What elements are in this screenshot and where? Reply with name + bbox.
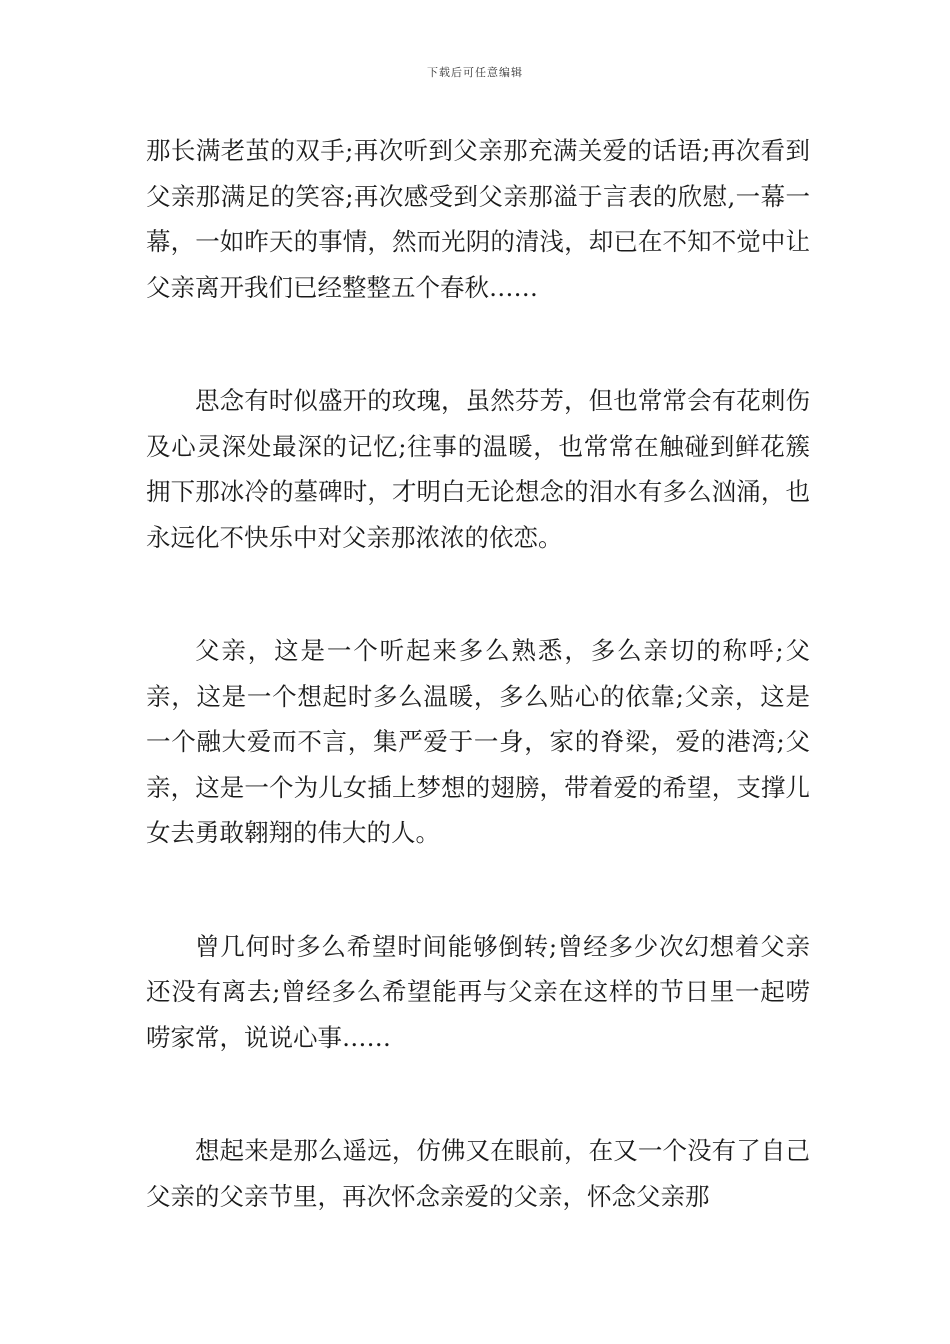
paragraph-spacer: [146, 856, 810, 924]
paragraph-continued: 那长满老茧的双手;再次听到父亲那充满关爱的话语;再次看到父亲那满足的笑容;再次感受到父亲那溢于言表的欣慰,一幕一幕，一如昨天的事情，然而光阴的清浅，却已在不知不觉中让父亲离开我们已经整整五个春秋……: [146, 136, 810, 302]
paragraph-spacer: [146, 310, 810, 378]
paragraph: 曾几何时多么希望时间能够倒转;曾经多少次幻想着父亲还没有离去;曾经多么希望能再与父亲在这样的节日里一起唠唠家常，说说心事……: [146, 931, 810, 1052]
paragraph-spacer: [146, 1060, 810, 1128]
paragraph: 想起来是那么遥远，仿佛又在眼前，在又一个没有了自己父亲的父亲节里，再次怀念亲爱的父亲，怀念父亲那: [146, 1136, 810, 1211]
document-body: [146, 128, 810, 1219]
paragraph: 思念有时似盛开的玫瑰，虽然芬芳，但也常常会有花刺伤及心灵深处最深的记忆;往事的温暖，也常常在触碰到鲜花簇拥下那冰冷的墓碑时，才明白无论想念的泪水有多么汹涌，也永远化不快乐中对父亲那浓浓的依恋。: [146, 386, 810, 552]
paragraph-spacer: [146, 560, 810, 628]
page-header: 下载后可任意编辑: [427, 66, 523, 79]
paragraph: 父亲，这是一个听起来多么熟悉，多么亲切的称呼;父亲，这是一个想起时多么温暖，多么贴心的依靠;父亲，这是一个融大爱而不言，集严爱于一身，家的脊梁，爱的港湾;父亲，这是一个为儿女插上梦想的翅膀，带着爱的希望，支撑儿女去勇敢翱翔的伟大的人。: [146, 636, 810, 847]
